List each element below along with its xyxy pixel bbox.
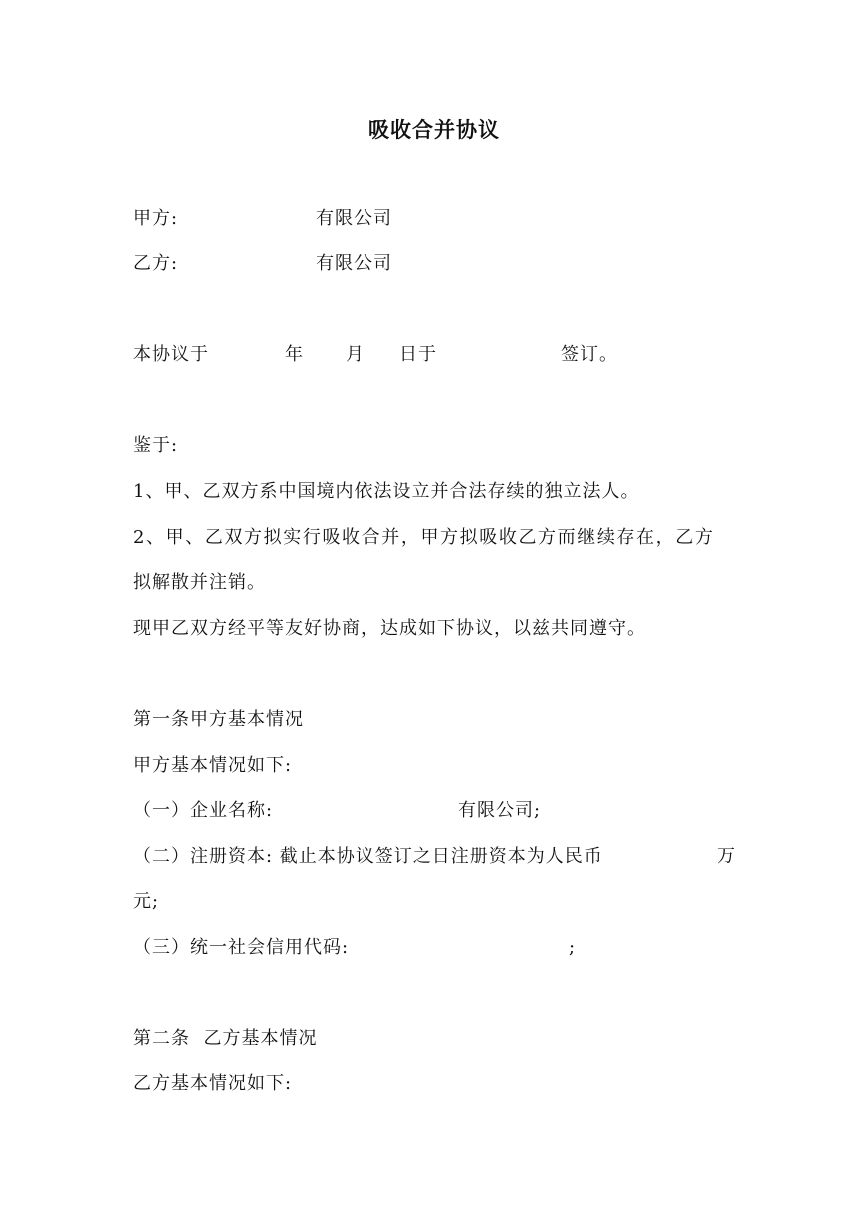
article-1-capital-unit-end: 万 [717, 846, 736, 867]
signing-line [133, 343, 733, 367]
whereas-conclusion: 现甲乙双方经平等友好协商，达成如下协议，以兹共同遵守。 [133, 618, 646, 639]
article-1-capital-line [133, 845, 743, 869]
whereas-item-1: 1、甲、乙双方系中国境内依法设立并合法存续的独立法人。 [133, 481, 640, 502]
article-1-capital-unit-cont: 元; [133, 891, 160, 912]
party-b-line [133, 252, 733, 276]
whereas-item-2-line-1: 2、甲、乙双方拟实行吸收合并，甲方拟吸收乙方而继续存在，乙方 [133, 527, 715, 548]
signing-prefix: 本协议于 [133, 344, 209, 365]
signing-year: 年 [285, 344, 304, 365]
party-a-line [133, 207, 733, 231]
whereas-item-2-line-2: 拟解散并注销。 [133, 572, 266, 593]
party-a-company-suffix: 有限公司 [316, 208, 392, 229]
article-2-heading: 第二条 乙方基本情况 [133, 1028, 318, 1049]
article-1-credit-code-end: ; [569, 937, 577, 958]
document-title: 吸收合并协议 [368, 117, 500, 142]
article-1-heading: 第一条甲方基本情况 [133, 709, 304, 730]
article-1-intro: 甲方基本情况如下: [133, 755, 293, 776]
signing-day: 日于 [399, 344, 437, 365]
article-1-name-suffix: 有限公司; [458, 800, 542, 821]
signing-month: 月 [346, 344, 365, 365]
whereas-heading: 鉴于: [133, 435, 179, 456]
article-1-credit-code-line [133, 936, 733, 960]
party-b-label: 乙方: [133, 253, 179, 274]
article-1-capital-label: （二）注册资本: 截止本协议签订之日注册资本为人民币 [133, 846, 603, 867]
party-b-company-suffix: 有限公司 [316, 253, 392, 274]
signing-signed: 签订。 [561, 344, 618, 365]
article-1-credit-code-label: （三）统一社会信用代码: [133, 937, 350, 958]
article-1-name-line [133, 799, 733, 823]
party-a-label: 甲方: [133, 208, 179, 229]
article-2-intro: 乙方基本情况如下: [133, 1073, 293, 1094]
article-1-name-label: （一）企业名称: [133, 800, 274, 821]
